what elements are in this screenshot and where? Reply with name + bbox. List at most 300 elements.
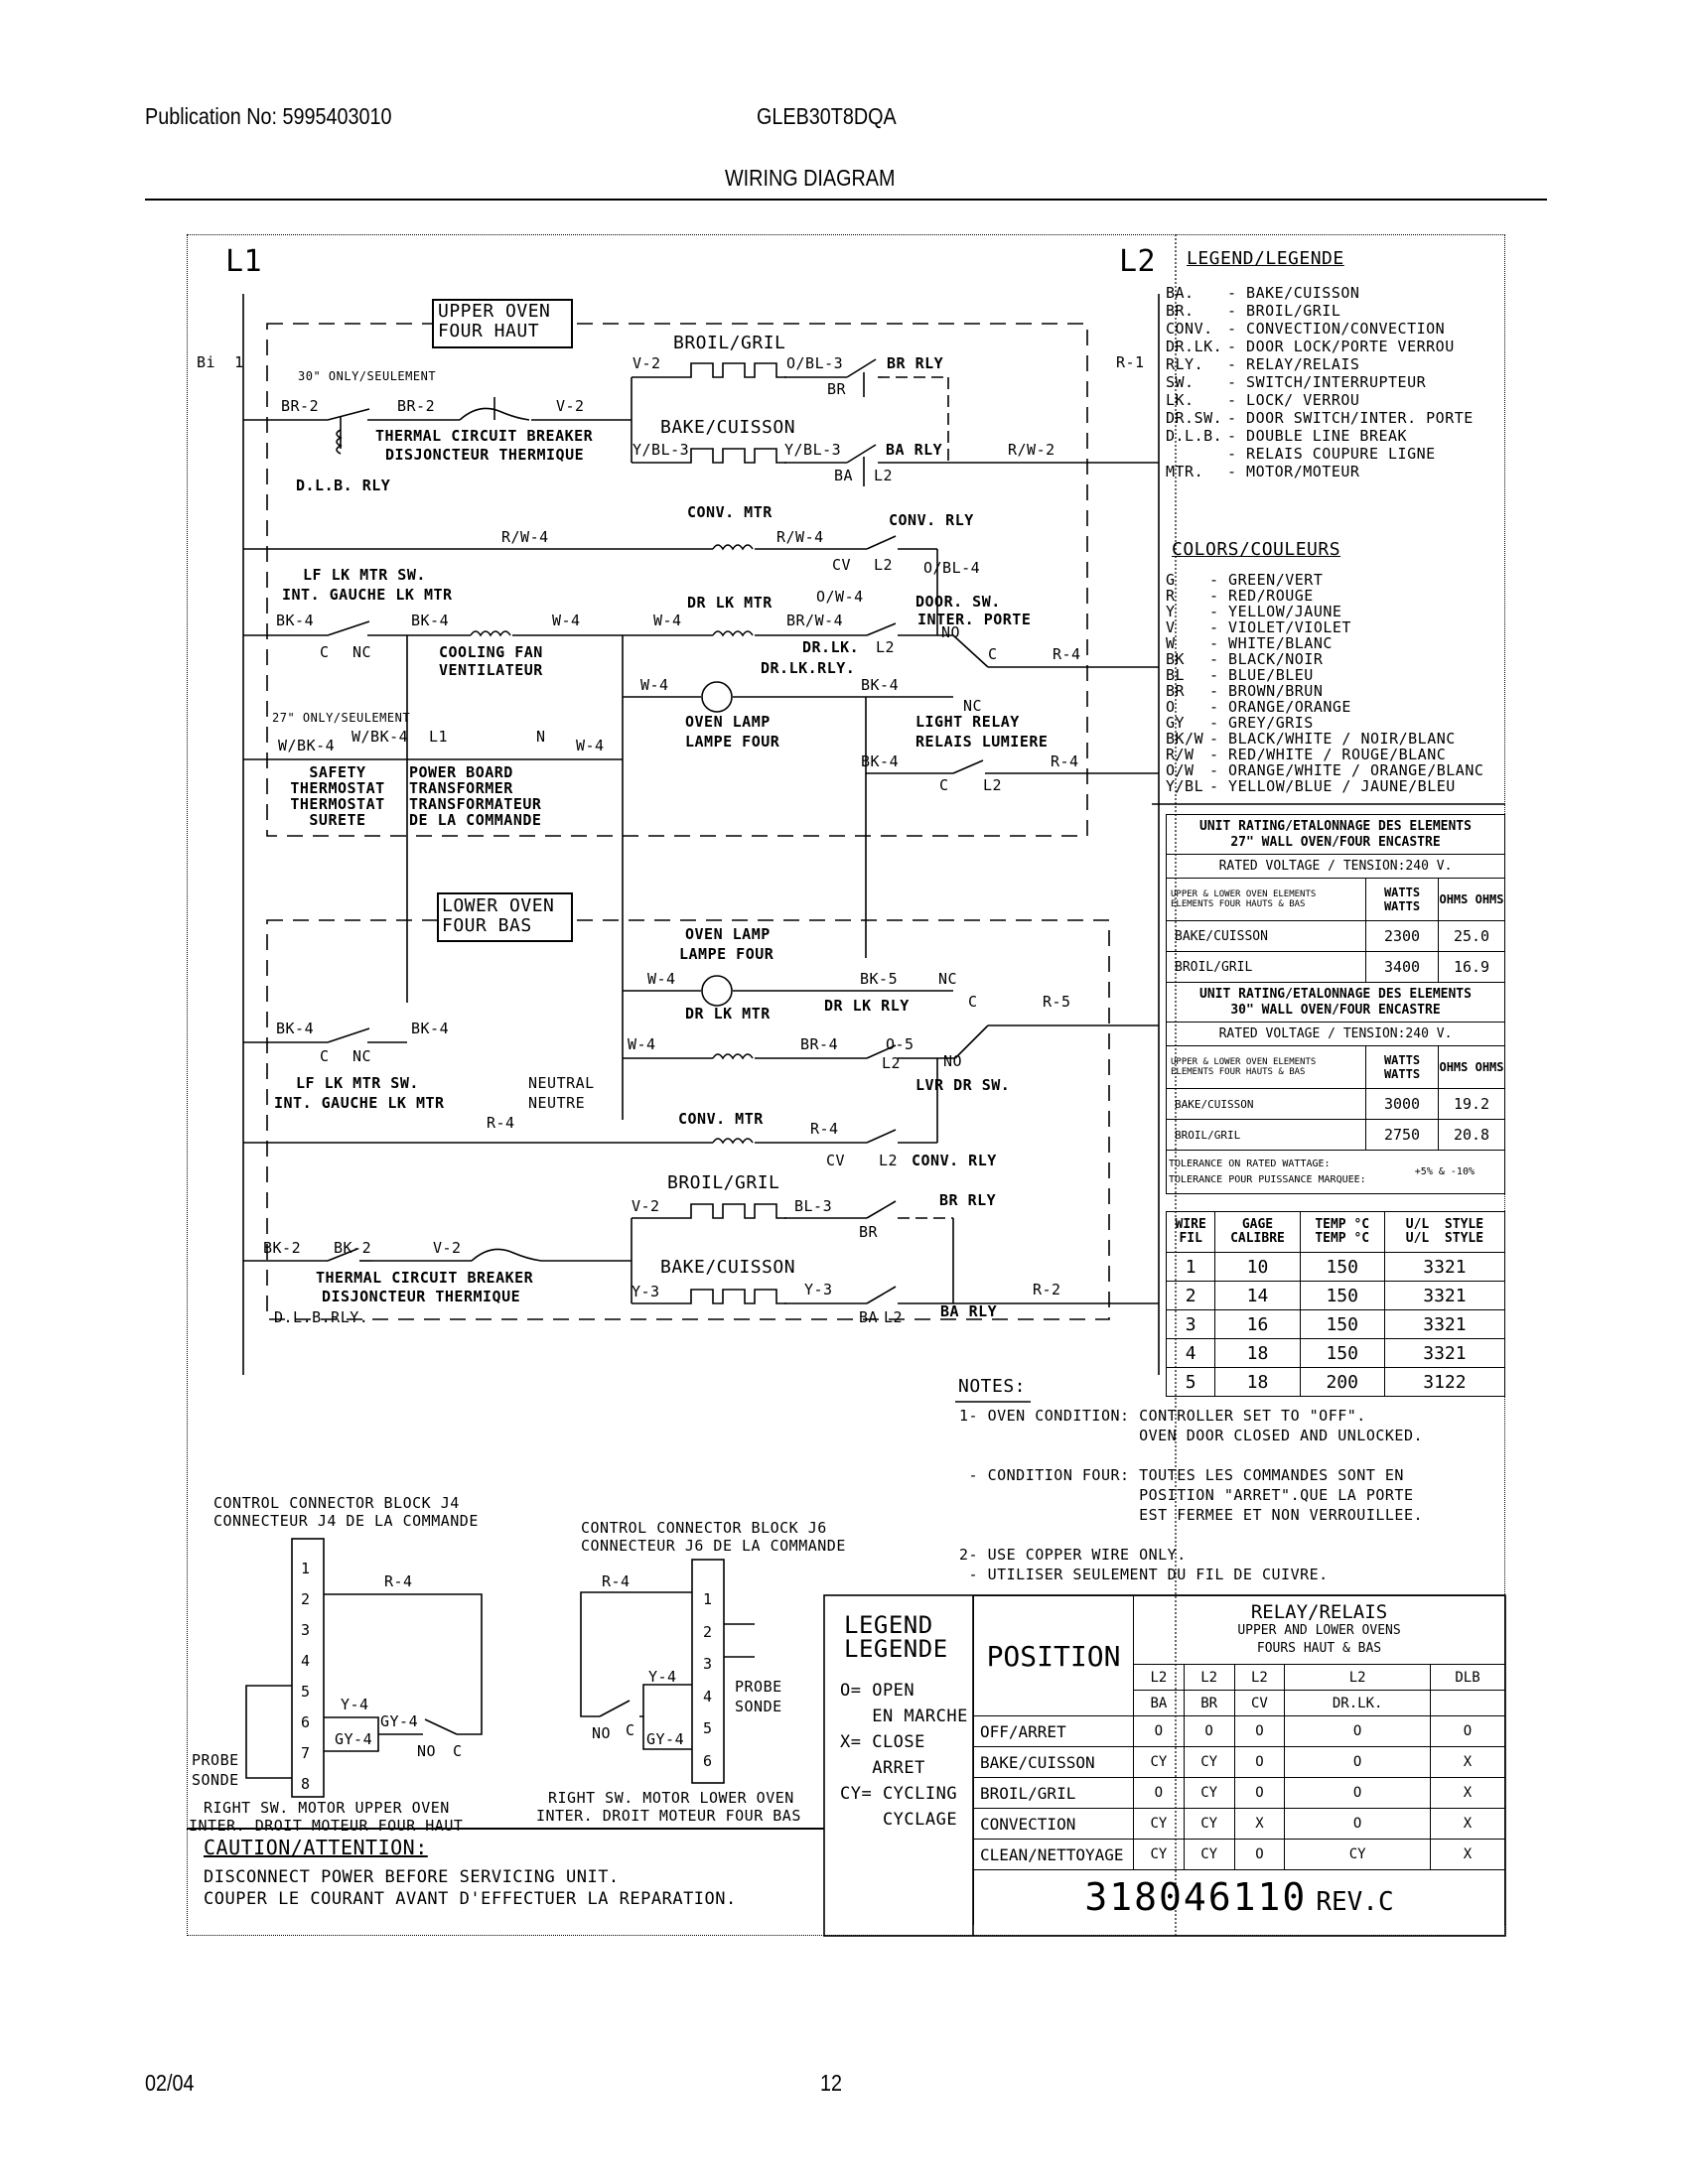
tolerance-cell [1167, 1151, 1505, 1194]
rating-27-table [1166, 814, 1505, 1194]
j4-title-fr: CONNECTEUR J4 DE LA COMMANDE [213, 1512, 479, 1530]
l2-terminal: L2 [983, 776, 1003, 794]
col-bottom: BA [1134, 1691, 1185, 1716]
j6-caption: RIGHT SW. MOTOR LOWER OVEN [548, 1789, 794, 1807]
upper-oven-label [438, 302, 550, 341]
oven-lamp-label-fr: LAMPE FOUR [685, 733, 780, 751]
wire-label: V-2 [633, 354, 661, 372]
cell: X [1431, 1840, 1505, 1870]
element: BROIL/GRIL [1167, 952, 1366, 983]
terminal-label: NO [943, 1052, 963, 1070]
wire-table [1166, 1211, 1505, 1397]
wire-label: BK-2 [334, 1239, 372, 1257]
part-number: 318046110 [1084, 1875, 1308, 1920]
cooling-fan-label: COOLING FAN [439, 643, 543, 661]
text: U/L STYLE [1405, 1217, 1484, 1232]
terminal-label: NC [963, 697, 983, 715]
terminal-label: NO [941, 623, 961, 641]
wire-label: BK-4 [411, 1020, 450, 1037]
thermal-breaker-label: THERMAL CIRCUIT BREAKER [375, 427, 594, 445]
relay-position-table [973, 1595, 1505, 1925]
cell: X [1431, 1778, 1505, 1809]
color-item [1166, 572, 1483, 588]
cell: 1 [1167, 1253, 1215, 1282]
desc: - YELLOW/BLUE / JAUNE/BLEU [1209, 777, 1456, 795]
text: DE LA COMMANDE [409, 811, 542, 829]
l2-terminal: L2 [882, 1054, 902, 1072]
pin: 6 [703, 1751, 713, 1770]
legend-item: CY= CYCLING [840, 1784, 958, 1804]
text: LEGEND [844, 1611, 933, 1639]
text: LEGENDE [844, 1635, 948, 1663]
code: R/W [1166, 746, 1195, 763]
desc: - RELAY/RELAIS [1227, 355, 1360, 373]
text: WIRE [1175, 1217, 1206, 1232]
wire-label: W/BK-4 [352, 728, 409, 746]
conv-relay-label: CONV. RLY [889, 511, 974, 529]
bake-element-label: BAKE/CUISSON [660, 1257, 796, 1278]
cell: CY [1134, 1747, 1185, 1778]
l2-terminal: L2 [879, 1152, 899, 1169]
watts: 3400 [1366, 952, 1439, 983]
code: GY [1166, 714, 1186, 732]
ohms: 20.8 [1439, 1120, 1505, 1151]
wire-label: R/W-4 [776, 528, 824, 546]
desc: - BLACK/NOIR [1209, 650, 1324, 668]
color-item [1166, 747, 1483, 762]
cell: O [1134, 1778, 1185, 1809]
j4-caption-fr: INTER. DROIT MOTEUR FOUR HAUT [189, 1817, 464, 1835]
ohms-header: OHMS OHMS [1439, 879, 1505, 921]
table-row [1167, 1339, 1505, 1368]
door-lock-relay-label: DR.LK. [802, 638, 860, 656]
desc: - MOTOR/MOTEUR [1227, 463, 1360, 480]
cell: 150 [1300, 1339, 1384, 1368]
pin: 2 [301, 1590, 311, 1608]
pin: 5 [703, 1719, 713, 1737]
conv-relay-label: CONV. RLY [912, 1152, 997, 1169]
tolerance-value: +5% & -10% [1414, 1166, 1475, 1177]
lower-door-switch-label: LVR DR SW. [915, 1076, 1011, 1094]
j6-title: CONTROL CONNECTOR BLOCK J6 [581, 1519, 827, 1537]
model-number: GLEB30T8DQA [757, 103, 897, 129]
cell: 150 [1300, 1253, 1384, 1282]
wire-label: W-4 [647, 970, 676, 988]
terminal-label: NC [352, 1047, 372, 1065]
cell: CY [1184, 1840, 1234, 1870]
text: FIL [1179, 1231, 1202, 1246]
pin: 5 [301, 1683, 311, 1701]
desc: - WHITE/BLANC [1209, 634, 1333, 652]
caution-title: CAUTION/ATTENTION: [204, 1836, 428, 1859]
table-row [974, 1716, 1505, 1747]
text: THERMOSTAT [290, 779, 385, 797]
terminal-label: NC [352, 643, 372, 661]
cell: CY [1184, 1809, 1234, 1840]
note-line [959, 1525, 1423, 1545]
relay-coil-label: BA [834, 467, 854, 484]
text: 27" WALL OVEN/FOUR ENCASTRE [1230, 834, 1441, 850]
wire-label: O/BL-4 [923, 559, 981, 577]
j6-title-fr: CONNECTEUR J6 DE LA COMMANDE [581, 1537, 846, 1555]
note-line: EST FERMEE ET NON VERROUILLEE. [959, 1506, 1424, 1524]
col-top: L2 [1134, 1665, 1185, 1691]
rated-voltage: RATED VOLTAGE / TENSION:240 V. [1167, 855, 1505, 879]
position-header: POSITION [974, 1596, 1134, 1716]
text: TEMP °C [1315, 1217, 1370, 1232]
wire-label: Y/BL-3 [784, 441, 842, 459]
terminal-label: C [320, 643, 330, 661]
watts: 3000 [1366, 1089, 1439, 1120]
dlb-relay-label: D.L.B. RLY [296, 477, 391, 494]
ba-relay-label: BA RLY [940, 1302, 998, 1320]
note-line: - CONDITION FOUR: TOUTES LES COMMANDES SONT EN [959, 1466, 1404, 1484]
code: G [1166, 571, 1176, 589]
safety-thermostat-label [278, 764, 397, 828]
wire-label: V-2 [433, 1239, 462, 1257]
bake-element-label: BAKE/CUISSON [660, 417, 796, 438]
cell: CY [1285, 1840, 1431, 1870]
desc: - SWITCH/INTERRUPTEUR [1227, 373, 1427, 391]
wire-label: W-4 [653, 612, 682, 629]
col-top: L2 [1285, 1665, 1431, 1691]
cell: O [1234, 1778, 1285, 1809]
text: TRANSFORMER [409, 779, 513, 797]
wire-label: BK-4 [861, 752, 900, 770]
abbr: D.L.B. [1166, 427, 1223, 445]
col-wire [1167, 1212, 1215, 1253]
wire-label: W/BK-4 [278, 737, 336, 754]
wire-label: GY-4 [646, 1730, 685, 1748]
wire-label: Y-3 [632, 1283, 660, 1300]
legend-item: ARRET [840, 1758, 925, 1778]
text: CALIBRE [1230, 1231, 1285, 1246]
wire-label: Y-4 [648, 1668, 677, 1686]
abbr: DR.LK. [1166, 338, 1223, 355]
legend-item [1166, 320, 1474, 338]
text: UPPER AND LOWER OVENS [1237, 1622, 1401, 1638]
note-line: - UTILISER SEULEMENT DU FIL DE CUIVRE. [959, 1566, 1329, 1583]
legend-item [1166, 463, 1474, 480]
oven-lamp-label: OVEN LAMP [685, 925, 771, 943]
cell: 3321 [1384, 1282, 1504, 1310]
code: BL [1166, 666, 1186, 684]
terminal-label: C [453, 1742, 463, 1760]
thermal-breaker-label: THERMAL CIRCUIT BREAKER [316, 1269, 534, 1287]
lower-oven-fr: FOUR BAS [442, 915, 532, 936]
l2-terminal: L2 [874, 467, 894, 484]
wire-label: R-4 [1051, 752, 1079, 770]
cell: 200 [1300, 1368, 1384, 1397]
legend-item [1166, 338, 1474, 355]
wire-label: R/W-2 [1008, 441, 1055, 459]
color-item [1166, 651, 1483, 667]
position: BAKE/CUISSON [974, 1747, 1134, 1778]
wire-label: W-4 [640, 676, 669, 694]
code: V [1166, 618, 1176, 636]
text: RELAY/RELAIS [1250, 1600, 1388, 1623]
l2-terminal: L2 [884, 1308, 904, 1326]
elements-header [1167, 879, 1366, 921]
cell: 3122 [1384, 1368, 1504, 1397]
desc: - BAKE/CUISSON [1227, 284, 1360, 302]
terminal-label: C [968, 993, 978, 1011]
pin: 4 [703, 1687, 713, 1706]
relay-coil-label: CV [832, 556, 852, 574]
ohms-header: OHMS OHMS [1439, 1046, 1505, 1089]
color-item [1166, 588, 1483, 604]
table-row [1167, 1310, 1505, 1339]
power-board-label [409, 764, 541, 828]
cell: CY [1134, 1840, 1185, 1870]
wire-label: BK-4 [276, 612, 315, 629]
cell: 18 [1215, 1339, 1300, 1368]
door-lock-relay-label-full: DR.LK.RLY. [761, 659, 856, 677]
table-row [974, 1840, 1505, 1870]
rating-30-title [1167, 983, 1505, 1023]
table-row [1167, 1253, 1505, 1282]
position: OFF/ARRET [974, 1716, 1134, 1747]
color-item [1166, 731, 1483, 747]
j4-pins [301, 1554, 311, 1800]
desc: - DOUBLE LINE BREAK [1227, 427, 1408, 445]
desc: - BLACK/WHITE / NOIR/BLANC [1209, 730, 1456, 748]
cell: 3321 [1384, 1253, 1504, 1282]
door-lock-relay-label: DR LK RLY [824, 997, 910, 1015]
wire-label: R-4 [487, 1114, 515, 1132]
color-item [1166, 604, 1483, 619]
neutral-label-fr: NEUTRE [528, 1094, 586, 1112]
part-number-cell [974, 1870, 1505, 1925]
page-number: 12 [820, 2070, 843, 2096]
thermal-breaker-label-fr: DISJONCTEUR THERMIQUE [385, 446, 585, 464]
cell: 5 [1167, 1368, 1215, 1397]
door-lock-motor-label: DR LK MTR [687, 594, 773, 612]
legend-list [1166, 284, 1474, 480]
desc: - LOCK/ VERROU [1227, 391, 1360, 409]
element: BAKE/CUISSON [1167, 921, 1366, 952]
cell: 16 [1215, 1310, 1300, 1339]
abbr: CONV. [1166, 320, 1213, 338]
pin: 1 [703, 1590, 713, 1608]
code: Y [1166, 603, 1176, 620]
relay-coil-label: BR [859, 1223, 879, 1241]
legend-item: X= CLOSE [840, 1732, 925, 1752]
abbr: MTR. [1166, 463, 1204, 480]
desc: - ORANGE/ORANGE [1209, 698, 1351, 716]
wire-label: R-2 [1033, 1281, 1061, 1298]
br-relay-label: BR RLY [887, 354, 944, 372]
probe-label: PROBE [735, 1678, 782, 1696]
legend-item [1166, 391, 1474, 409]
l2-terminal: L2 [874, 556, 894, 574]
bi-label: Bi 1 [197, 353, 244, 371]
text: ELEMENTS FOUR HAUTS & BAS [1171, 1067, 1306, 1077]
cell: 10 [1215, 1253, 1300, 1282]
element: BAKE/CUISSON [1167, 1089, 1366, 1120]
abbr: LK. [1166, 391, 1195, 409]
legend-item [1166, 284, 1474, 302]
revision: REV.C [1316, 1887, 1394, 1918]
text: GAGE [1241, 1217, 1274, 1232]
code: Y/BL [1166, 777, 1204, 795]
text: THERMOSTAT [290, 795, 385, 813]
j4-title: CONTROL CONNECTOR BLOCK J4 [213, 1494, 460, 1512]
relay-coil-label: BR [827, 380, 847, 398]
color-item [1166, 667, 1483, 683]
door-switch-label-fr: INTER. PORTE [917, 611, 1032, 628]
cell: 2 [1167, 1282, 1215, 1310]
wire-label: BK-5 [860, 970, 899, 988]
watts: 2750 [1366, 1120, 1439, 1151]
l2-terminal: L2 [876, 638, 896, 656]
colors-title: COLORS/COULEURS [1172, 539, 1341, 560]
lf-lock-motor-switch-label-fr: INT. GAUCHE LK MTR [282, 586, 453, 604]
wire-label: R-4 [602, 1572, 631, 1590]
position: BROIL/GRIL [974, 1778, 1134, 1809]
cell: X [1234, 1809, 1285, 1840]
pin: 3 [703, 1655, 713, 1673]
wire-label: BK-4 [276, 1020, 315, 1037]
pin: 4 [301, 1652, 311, 1670]
legend-item [1166, 427, 1474, 445]
text: UPPER & LOWER OVEN ELEMENTS [1171, 1057, 1317, 1067]
only30-label: 30" ONLY/SEULEMENT [298, 369, 437, 383]
rating-27-title [1167, 815, 1505, 855]
cell: CY [1184, 1747, 1234, 1778]
lf-lock-motor-switch-label: LF LK MTR SW. [296, 1074, 419, 1092]
desc: - DOOR LOCK/PORTE VERROU [1227, 338, 1455, 355]
code: BK/W [1166, 730, 1204, 748]
probe-label-fr: SONDE [192, 1771, 239, 1789]
terminal-label: NC [938, 970, 958, 988]
terminal-label: C [988, 645, 998, 663]
wire-label: BR/W-4 [786, 612, 844, 629]
cell: 150 [1300, 1282, 1384, 1310]
colors-list [1166, 572, 1483, 794]
wire-label: R-4 [384, 1572, 413, 1590]
note-line: 2- USE COPPER WIRE ONLY. [959, 1546, 1187, 1564]
text: SAFETY [309, 763, 366, 781]
cell: 14 [1215, 1282, 1300, 1310]
legend-item [1166, 373, 1474, 391]
wire-label: Y-4 [341, 1696, 369, 1713]
broil-element-label: BROIL/GRIL [673, 333, 786, 353]
col-top: DLB [1431, 1665, 1505, 1691]
color-item [1166, 635, 1483, 651]
wire-label: GY-4 [335, 1730, 373, 1748]
rated-voltage: RATED VOLTAGE / TENSION:240 V. [1167, 1023, 1505, 1046]
note-line: OVEN DOOR CLOSED AND UNLOCKED. [959, 1427, 1424, 1444]
thermal-breaker-label-fr: DISJONCTEUR THERMIQUE [322, 1288, 521, 1305]
wire-label: O-5 [886, 1035, 914, 1053]
only27-label: 27" ONLY/SEULEMENT [272, 711, 411, 725]
legend-item: CYCLAGE [840, 1810, 958, 1830]
terminal-label: N [536, 728, 546, 746]
table-row [974, 1747, 1505, 1778]
col-gage [1215, 1212, 1300, 1253]
desc: - RED/WHITE / ROUGE/BLANC [1209, 746, 1447, 763]
l1-label: L1 [225, 244, 263, 279]
light-relay-label-fr: RELAIS LUMIERE [915, 733, 1049, 751]
position: CONVECTION [974, 1809, 1134, 1840]
wire-label: BR-2 [397, 397, 436, 415]
legend-item [1166, 445, 1474, 463]
terminal-label: L1 [429, 728, 449, 746]
wire-label: O/BL-3 [786, 354, 844, 372]
wire-label: BL-3 [794, 1197, 833, 1215]
page-title: WIRING DIAGRAM [725, 165, 896, 191]
legend-title: LEGEND/LEGENDE [1187, 248, 1344, 269]
desc: - CONVECTION/CONVECTION [1227, 320, 1446, 338]
door-lock-motor-label: DR LK MTR [685, 1005, 771, 1023]
probe-label-fr: SONDE [735, 1698, 782, 1715]
lf-lock-motor-switch-label: LF LK MTR SW. [303, 566, 426, 584]
wire-label: GY-4 [380, 1712, 419, 1730]
pin: 6 [301, 1713, 311, 1731]
cell: O [1285, 1747, 1431, 1778]
desc: - BROIL/GRIL [1227, 302, 1341, 320]
desc: - GREEN/VERT [1209, 571, 1324, 589]
table-row [974, 1778, 1505, 1809]
table-row [1167, 1368, 1505, 1397]
col-top: L2 [1184, 1665, 1234, 1691]
wire-label: V-2 [632, 1197, 660, 1215]
cell: 3321 [1384, 1339, 1504, 1368]
probe-label: PROBE [192, 1751, 239, 1769]
col-ul-style [1384, 1212, 1504, 1253]
col-top: L2 [1234, 1665, 1285, 1691]
table-row [1167, 1120, 1505, 1151]
text: FOURS HAUT & BAS [1256, 1640, 1382, 1656]
l2-label: L2 [1119, 244, 1157, 279]
lower-oven-label [442, 896, 554, 936]
note-line: POSITION "ARRET".QUE LA PORTE [959, 1486, 1414, 1504]
desc: - BROWN/BRUN [1209, 682, 1324, 700]
broil-element-label: BROIL/GRIL [667, 1172, 780, 1193]
cell: CY [1184, 1778, 1234, 1809]
col-bottom: CV [1234, 1691, 1285, 1716]
pin: 1 [301, 1560, 311, 1577]
oven-lamp-label: OVEN LAMP [685, 713, 771, 731]
abbr: RLY. [1166, 355, 1204, 373]
desc: - BLUE/BLEU [1209, 666, 1314, 684]
j6-caption-fr: INTER. DROIT MOTEUR FOUR BAS [536, 1807, 801, 1825]
table-row [1167, 1282, 1505, 1310]
ohms: 16.9 [1439, 952, 1505, 983]
cell: 18 [1215, 1368, 1300, 1397]
abbr: SW. [1166, 373, 1195, 391]
position: CLEAN/NETTOYAGE [974, 1840, 1134, 1870]
desc: - DOOR SWITCH/INTER. PORTE [1227, 409, 1474, 427]
terminal-label: C [626, 1721, 635, 1739]
watts-header: WATTS WATTS [1366, 879, 1439, 921]
code: R [1166, 587, 1176, 605]
color-item [1166, 778, 1483, 794]
cooling-fan-label-fr: VENTILATEUR [439, 661, 543, 679]
wire-label: BK-4 [861, 676, 900, 694]
legend-item: EN MARCHE [840, 1706, 968, 1726]
cell: CY [1134, 1809, 1185, 1840]
pin: 2 [703, 1622, 713, 1641]
conv-motor-label: CONV. MTR [678, 1110, 764, 1128]
wire-label: Y-3 [804, 1281, 833, 1298]
text: UPPER & LOWER OVEN ELEMENTS [1171, 889, 1317, 899]
wire-label: W-4 [628, 1035, 656, 1053]
note-line: 1- OVEN CONDITION: CONTROLLER SET TO "OFF". [959, 1407, 1366, 1425]
legend-item [1166, 409, 1474, 427]
wire-label: BK-4 [411, 612, 450, 629]
